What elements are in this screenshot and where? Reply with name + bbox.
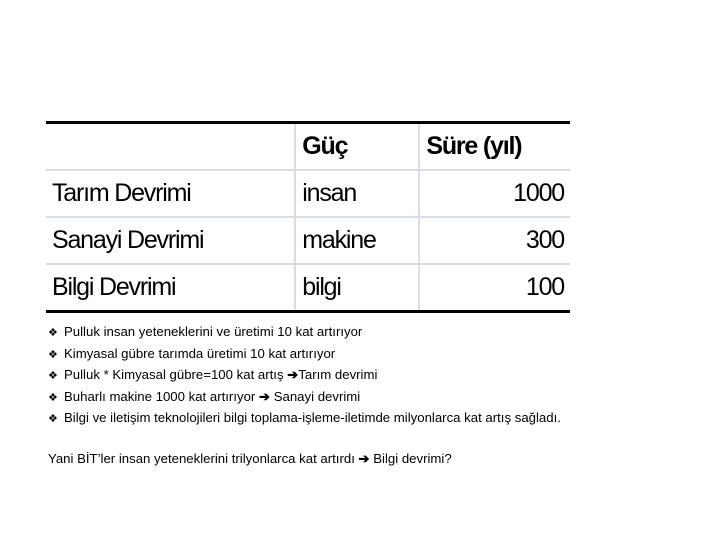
diamond-bullet-icon: ❖ <box>48 348 58 361</box>
arrow-right-icon: ➔ <box>287 367 299 382</box>
bullet-text: Buharlı makine 1000 kat artırıyor <box>64 388 259 404</box>
table-cell-sure: 1000 <box>419 170 570 217</box>
arrow-right-icon: ➔ <box>258 388 271 404</box>
table-header-guc: Güç <box>295 123 419 171</box>
list-item <box>48 408 561 430</box>
table-cell-devrim: Tarım Devrimi <box>46 170 295 217</box>
table-cell-guc: makine <box>295 217 419 264</box>
footer-question <box>48 451 452 467</box>
bullet-text: Pulluk * Kimyasal gübre=100 kat artış <box>64 367 288 382</box>
table-cell-guc: bilgi <box>295 264 419 312</box>
table-header-empty <box>46 123 295 171</box>
table-row <box>46 170 570 217</box>
table-header-sure: Süre (yıl) <box>419 123 570 171</box>
table-cell-guc: insan <box>295 170 419 217</box>
list-item <box>48 365 561 387</box>
footer-text: Yani BİT’ler insan yeteneklerini trilyonlarca kat artırdı <box>48 451 359 466</box>
bullet-text: Bilgi ve iletişim teknolojileri bilgi toplama-işleme-iletimde milyonlarca kat artış sağladı. <box>64 410 561 425</box>
table-cell-sure: 100 <box>525 273 564 301</box>
diamond-bullet-icon: ❖ <box>48 370 58 382</box>
table-row <box>46 264 570 312</box>
table-row <box>46 217 570 264</box>
diamond-bullet-icon: ❖ <box>48 413 58 425</box>
bullet-list <box>48 322 561 430</box>
table-header-row <box>46 123 570 171</box>
list-item <box>48 322 561 344</box>
bullet-text: Kimyasal gübre tarımda üretimi 10 kat artırıyor <box>64 345 336 361</box>
diamond-bullet-icon: ❖ <box>48 391 58 404</box>
footer-arrow-text: Bilgi devrimi? <box>369 451 452 466</box>
table-cell-devrim: Sanayi Devrimi <box>46 217 295 264</box>
arrow-right-icon: ➔ <box>358 451 370 466</box>
comparison-table <box>46 121 570 313</box>
list-item <box>48 387 561 409</box>
list-item <box>48 344 561 366</box>
bullet-arrow-text: Sanayi devrimi <box>270 388 361 404</box>
table-cell-devrim: Bilgi Devrimi <box>46 264 295 312</box>
diamond-bullet-icon: ❖ <box>48 327 58 339</box>
bullet-text: Pulluk insan yeteneklerini ve üretimi 10 kat artırıyor <box>64 324 363 339</box>
table-cell-sure: 300 <box>419 217 570 264</box>
bullet-arrow-text: Tarım devrimi <box>298 367 378 382</box>
